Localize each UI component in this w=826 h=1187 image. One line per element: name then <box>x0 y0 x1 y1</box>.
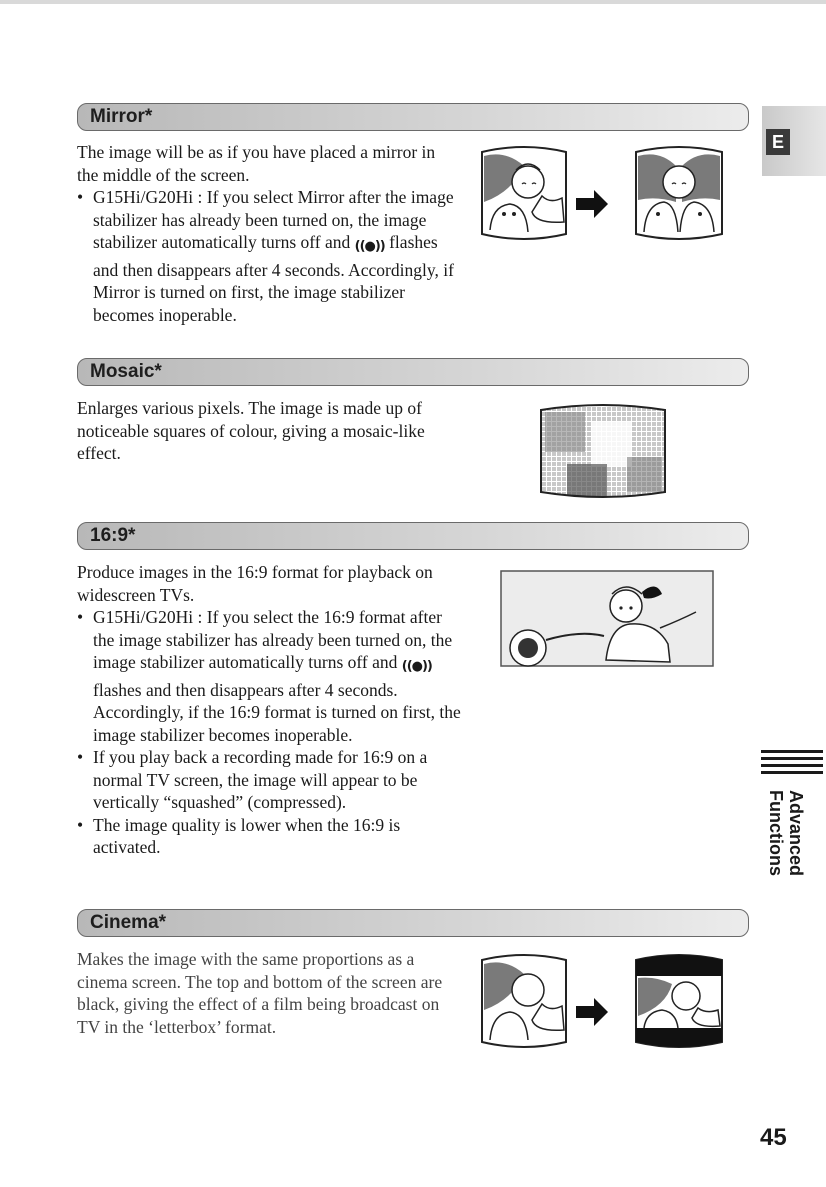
mirror-intro: The image will be as if you have placed a mirror in the middle of the screen. <box>77 142 436 185</box>
mirror-heading-bar <box>77 103 749 131</box>
mosaic-intro: Enlarges various pixels. The image is made up of noticeable squares of colour, giving a mosaic-like effect. <box>77 398 425 463</box>
mirror-heading: Mirror* <box>90 106 153 127</box>
mirror-bullet-stabilizer: • G15Hi/G20Hi : If you select Mirror after the image stabilizer has already been turned on, the image stabilizer automatically turns off and ((●)) flashes and then disappears after 4 seconds. Accordingly, if Mirror is turned on first, the image stabilizer becomes inoperable. <box>77 186 467 326</box>
page-number: 45 <box>760 1124 787 1151</box>
cinema-illustration <box>476 950 742 1054</box>
top-rule <box>0 0 826 4</box>
wide-bullet-squashed: • If you play back a recording made for 16:9 on a normal TV screen, the image will appear to be vertically “squashed” (compressed). <box>77 746 467 814</box>
wide-heading-bar <box>77 522 749 550</box>
stabilizer-icon: ((●)) <box>401 659 432 674</box>
mosaic-heading: Mosaic* <box>90 361 162 382</box>
cinema-intro: Makes the image with the same proportions as a cinema screen. The top and bottom of the screen are black, giving the effect of a film being broadcast on TV in the ‘letterbox’ format. <box>77 949 443 1037</box>
cinema-heading: Cinema* <box>90 912 167 933</box>
wide-heading: 16:9* <box>90 525 136 546</box>
side-section-label: Advanced Functions <box>766 790 806 877</box>
stabilizer-icon: ((●)) <box>354 239 385 254</box>
wide-bullets <box>77 606 467 859</box>
side-tab-letter: E <box>766 129 790 155</box>
mosaic-heading-bar <box>77 358 749 386</box>
mirror-bullets <box>77 186 467 326</box>
wide-bullet-stabilizer: • G15Hi/G20Hi : If you select the 16:9 format after the image stabilizer has already been turned on, the image stabilizer automatically turns off and ((●)) flashes and then disappears after 4 seconds. Accordingly, if the 16:9 format is turned on first, the image stabilizer becomes inoperable. <box>77 606 467 746</box>
mosaic-illustration <box>537 402 669 500</box>
cinema-heading-bar <box>77 909 749 937</box>
side-section-lines <box>761 750 823 778</box>
wide-bullet-quality: • The image quality is lower when the 16:9 is activated. <box>77 814 467 859</box>
wide-intro: Produce images in the 16:9 format for playback on widescreen TVs. <box>77 562 433 605</box>
mirror-illustration <box>476 142 742 246</box>
wide-illustration <box>500 570 714 668</box>
